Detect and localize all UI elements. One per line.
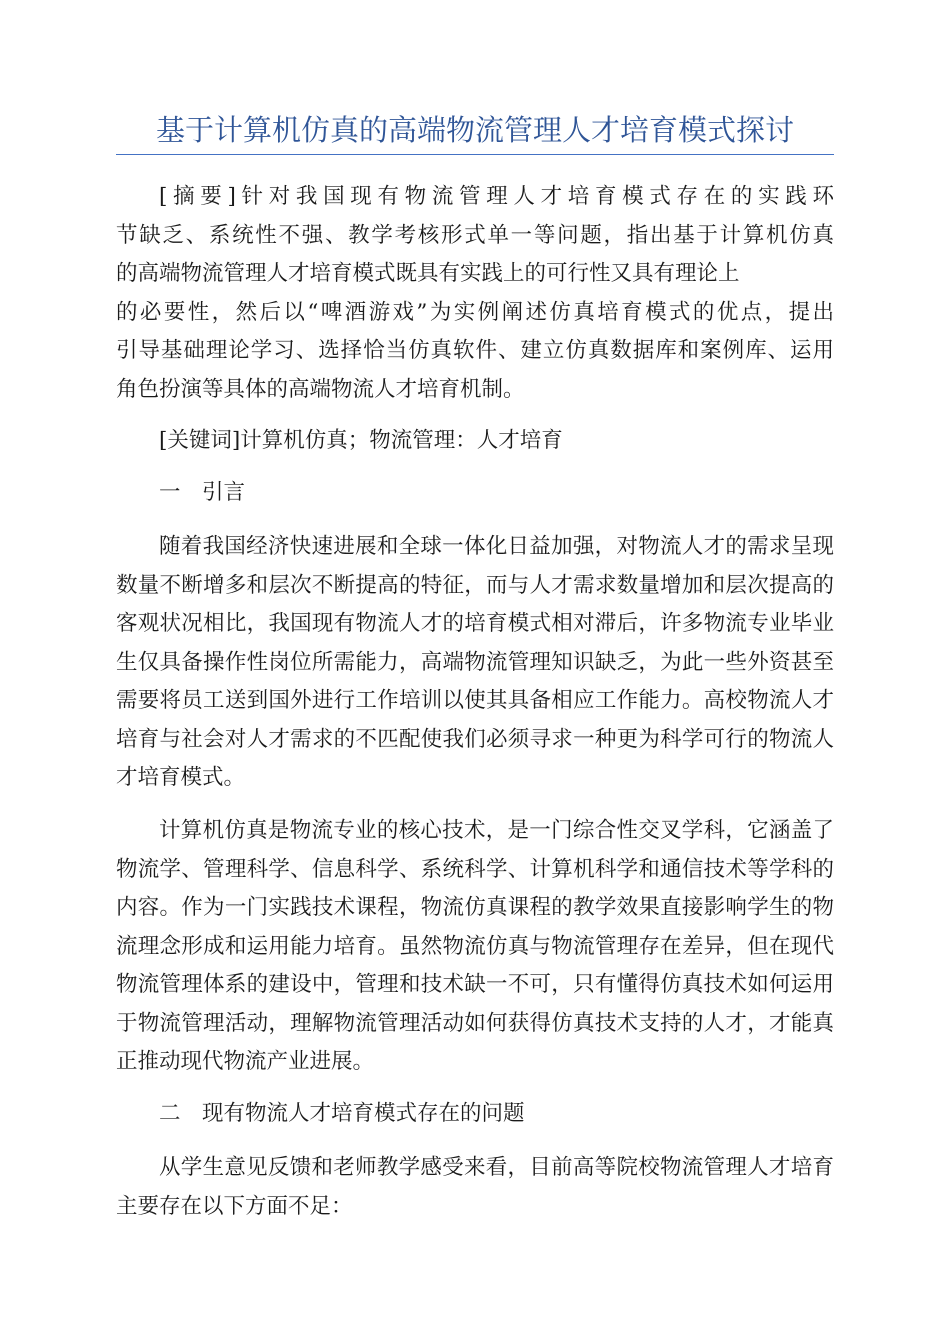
paragraph-line: 随着我国经济快速进展和全球一体化日益加强，对物流人才的需求呈现: [159, 534, 834, 559]
paragraph-line: 计算机仿真是物流专业的核心技术，是一门综合性交叉学科，它涵盖了: [159, 818, 834, 843]
abstract-line: 节缺乏、系统性不强、教学考核形式单一等问题，指出基于计算机仿真: [116, 222, 834, 248]
problems-paragraph-1: [116, 1149, 834, 1226]
abstract-line: [摘要]针对我国现有物流管理人才培育模式存在的实践环: [159, 184, 834, 209]
section-heading-problems: 二 现有物流人才培育模式存在的问题: [159, 1101, 525, 1126]
title-underline: [116, 154, 834, 155]
paragraph-line: 从学生意见反馈和老师教学感受来看，目前高等院校物流管理人才培育: [159, 1155, 834, 1180]
paragraph-line: 数量不断增多和层次不断提高的特征，而与人才需求数量增加和层次提高的: [116, 572, 834, 598]
paragraph-line: 需要将员工送到国外进行工作培训以使其具备相应工作能力。高校物流人才: [116, 688, 834, 713]
paragraph-line: 客观状况相比，我国现有物流人才的培育模式相对滞后，许多物流专业毕业: [116, 611, 834, 636]
abstract-line: 引导基础理论学习、选择恰当仿真软件、建立仿真数据库和案例库、运用: [116, 338, 834, 363]
paragraph-line: 培育与社会对人才需求的不匹配使我们必须寻求一种更为科学可行的物流人: [116, 726, 834, 752]
abstract-line: 角色扮演等具体的高端物流人才培育机制。: [116, 376, 525, 402]
paragraph-line: 内容。作为一门实践技术课程，物流仿真课程的教学效果直接影响学生的物: [116, 895, 834, 920]
paragraph-line: 流理念形成和运用能力培育。虽然物流仿真与物流管理存在差异，但在现代: [116, 933, 834, 959]
paragraph-line: 物流管理体系的建设中，管理和技术缺一不可，只有懂得仿真技术如何运用: [116, 972, 834, 997]
paragraph-line: 主要存在以下方面不足：: [116, 1193, 353, 1219]
abstract-line: 的高端物流管理人才培育模式既具有实践上的可行性又具有理论上: [116, 261, 740, 286]
intro-paragraph-2: [116, 812, 834, 1082]
keywords-line: [关键词]计算机仿真；物流管理：人才培育: [159, 428, 563, 453]
abstract-paragraph: [116, 178, 834, 409]
paragraph-line: 正推动现代物流产业进展。: [116, 1049, 375, 1074]
paragraph-line: 物流学、管理科学、信息科学、系统科学、计算机科学和通信技术等学科的: [116, 856, 834, 882]
section-heading-intro: 一 引言: [159, 480, 246, 505]
paragraph-line: 生仅具备操作性岗位所需能力，高端物流管理知识缺乏，为此一些外资甚至: [116, 649, 834, 675]
document-title: 基于计算机仿真的高端物流管理人才培育模式探讨: [155, 113, 794, 147]
paragraph-line: 于物流管理活动，理解物流管理活动如何获得仿真技术支持的人才，才能真: [116, 1010, 834, 1036]
paragraph-line: 才培育模式。: [116, 765, 246, 790]
abstract-line: 的必要性，然后以“啤酒游戏”为实例阐述仿真培育模式的优点，提出: [116, 299, 834, 325]
intro-paragraph-1: [116, 528, 834, 798]
